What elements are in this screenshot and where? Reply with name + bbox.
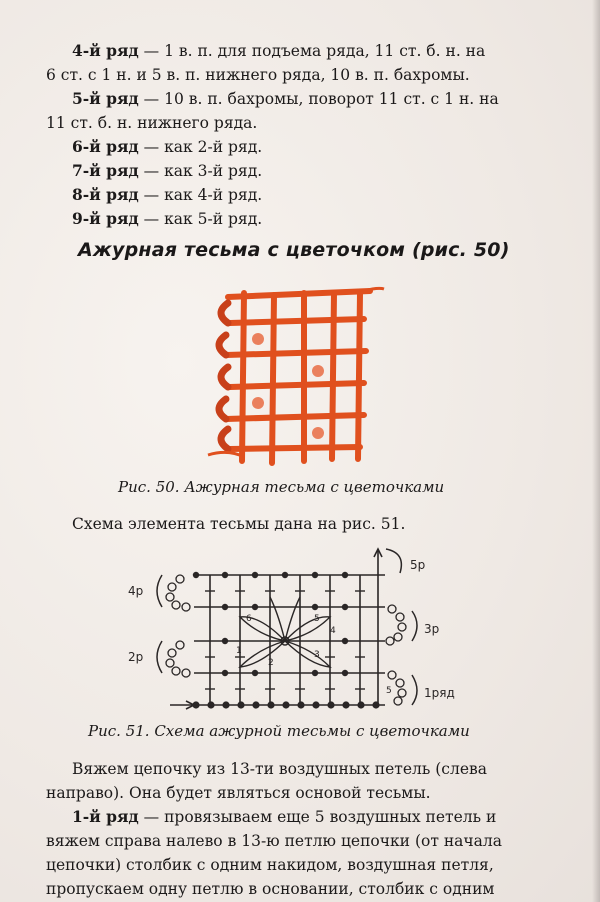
crochet-scheme-diagram	[100, 545, 470, 720]
row-label: 9-й ряд	[72, 209, 139, 228]
stitch-number-5: 5	[386, 686, 392, 696]
row-text: — 10 в. п. бахромы, поворот 11 ст. с 1 н. на	[138, 90, 499, 108]
row-5	[72, 88, 499, 110]
body-line-3	[72, 806, 496, 828]
petal-number-5: 5	[314, 614, 320, 624]
row-4	[72, 40, 485, 62]
row-label: 4-й ряд	[72, 41, 139, 60]
body-text: пропускаем одну петлю в основании, столбик с одним	[46, 880, 495, 898]
body-text: — провязываем еще 5 воздушных петель и	[138, 808, 497, 826]
petal-number-2: 2	[268, 658, 274, 668]
row-label: 5-й ряд	[72, 89, 139, 108]
body-text: Вяжем цепочку из 13-ти воздушных петель (слева	[72, 760, 487, 778]
body-line-5	[46, 854, 494, 876]
label-row-2: 2р	[128, 650, 144, 664]
body-line-4	[46, 830, 502, 852]
row-text: — как 4-й ряд.	[138, 186, 263, 204]
row-9	[72, 208, 262, 230]
body-line-1	[72, 758, 487, 780]
row-label: 8-й ряд	[72, 185, 139, 204]
lace-trim-photo	[200, 283, 390, 473]
petal-number-6: 6	[246, 614, 252, 624]
label-row-3: 3р	[424, 622, 440, 636]
row-text: 6 ст. с 1 н. и 5 в. п. нижнего ряда, 10 в. п. бахромы.	[46, 66, 470, 84]
row-label: 7-й ряд	[72, 161, 139, 180]
figure-50-caption: Рис. 50. Ажурная тесьма с цветочками	[118, 478, 445, 496]
petal-number-4: 4	[330, 626, 336, 636]
row-8	[72, 184, 262, 206]
body-text: вяжем справа налево в 13-ю петлю цепочки (от начала	[46, 832, 502, 850]
row-6	[72, 136, 262, 158]
label-row-5: 5р	[410, 558, 426, 572]
body-line-6	[46, 878, 494, 900]
row-text: — как 2-й ряд.	[138, 138, 263, 156]
page-edge-shadow	[592, 0, 600, 902]
row-7	[72, 160, 262, 182]
figure-51-caption: Рис. 51. Схема ажурной тесьмы с цветочками	[88, 722, 470, 740]
label-row-4: 4р	[128, 584, 144, 598]
section-title: Ажурная тесьма с цветочком (рис. 50)	[78, 239, 510, 261]
body-text: цепочки) столбик с одним накидом, воздушная петля,	[46, 856, 494, 874]
row-label: 6-й ряд	[72, 137, 139, 156]
label-row-1: 1ряд	[424, 686, 455, 700]
row-4-cont	[46, 64, 470, 86]
row-text: — как 3-й ряд.	[138, 162, 263, 180]
body-text: направо). Она будет являться основой тесьмы.	[46, 784, 431, 802]
row-label: 1-й ряд	[72, 807, 139, 826]
scheme-intro: Схема элемента тесьмы дана на рис. 51.	[72, 515, 406, 533]
row-text: — как 5-й ряд.	[138, 210, 263, 228]
row-text: — 1 в. п. для подъема ряда, 11 ст. б. н. на	[138, 42, 486, 60]
body-line-2	[46, 782, 431, 804]
petal-number-3: 3	[314, 650, 320, 660]
petal-number-1: 1	[236, 646, 242, 656]
row-text: 11 ст. б. н. нижнего ряда.	[46, 114, 258, 132]
row-5-cont	[46, 112, 257, 134]
